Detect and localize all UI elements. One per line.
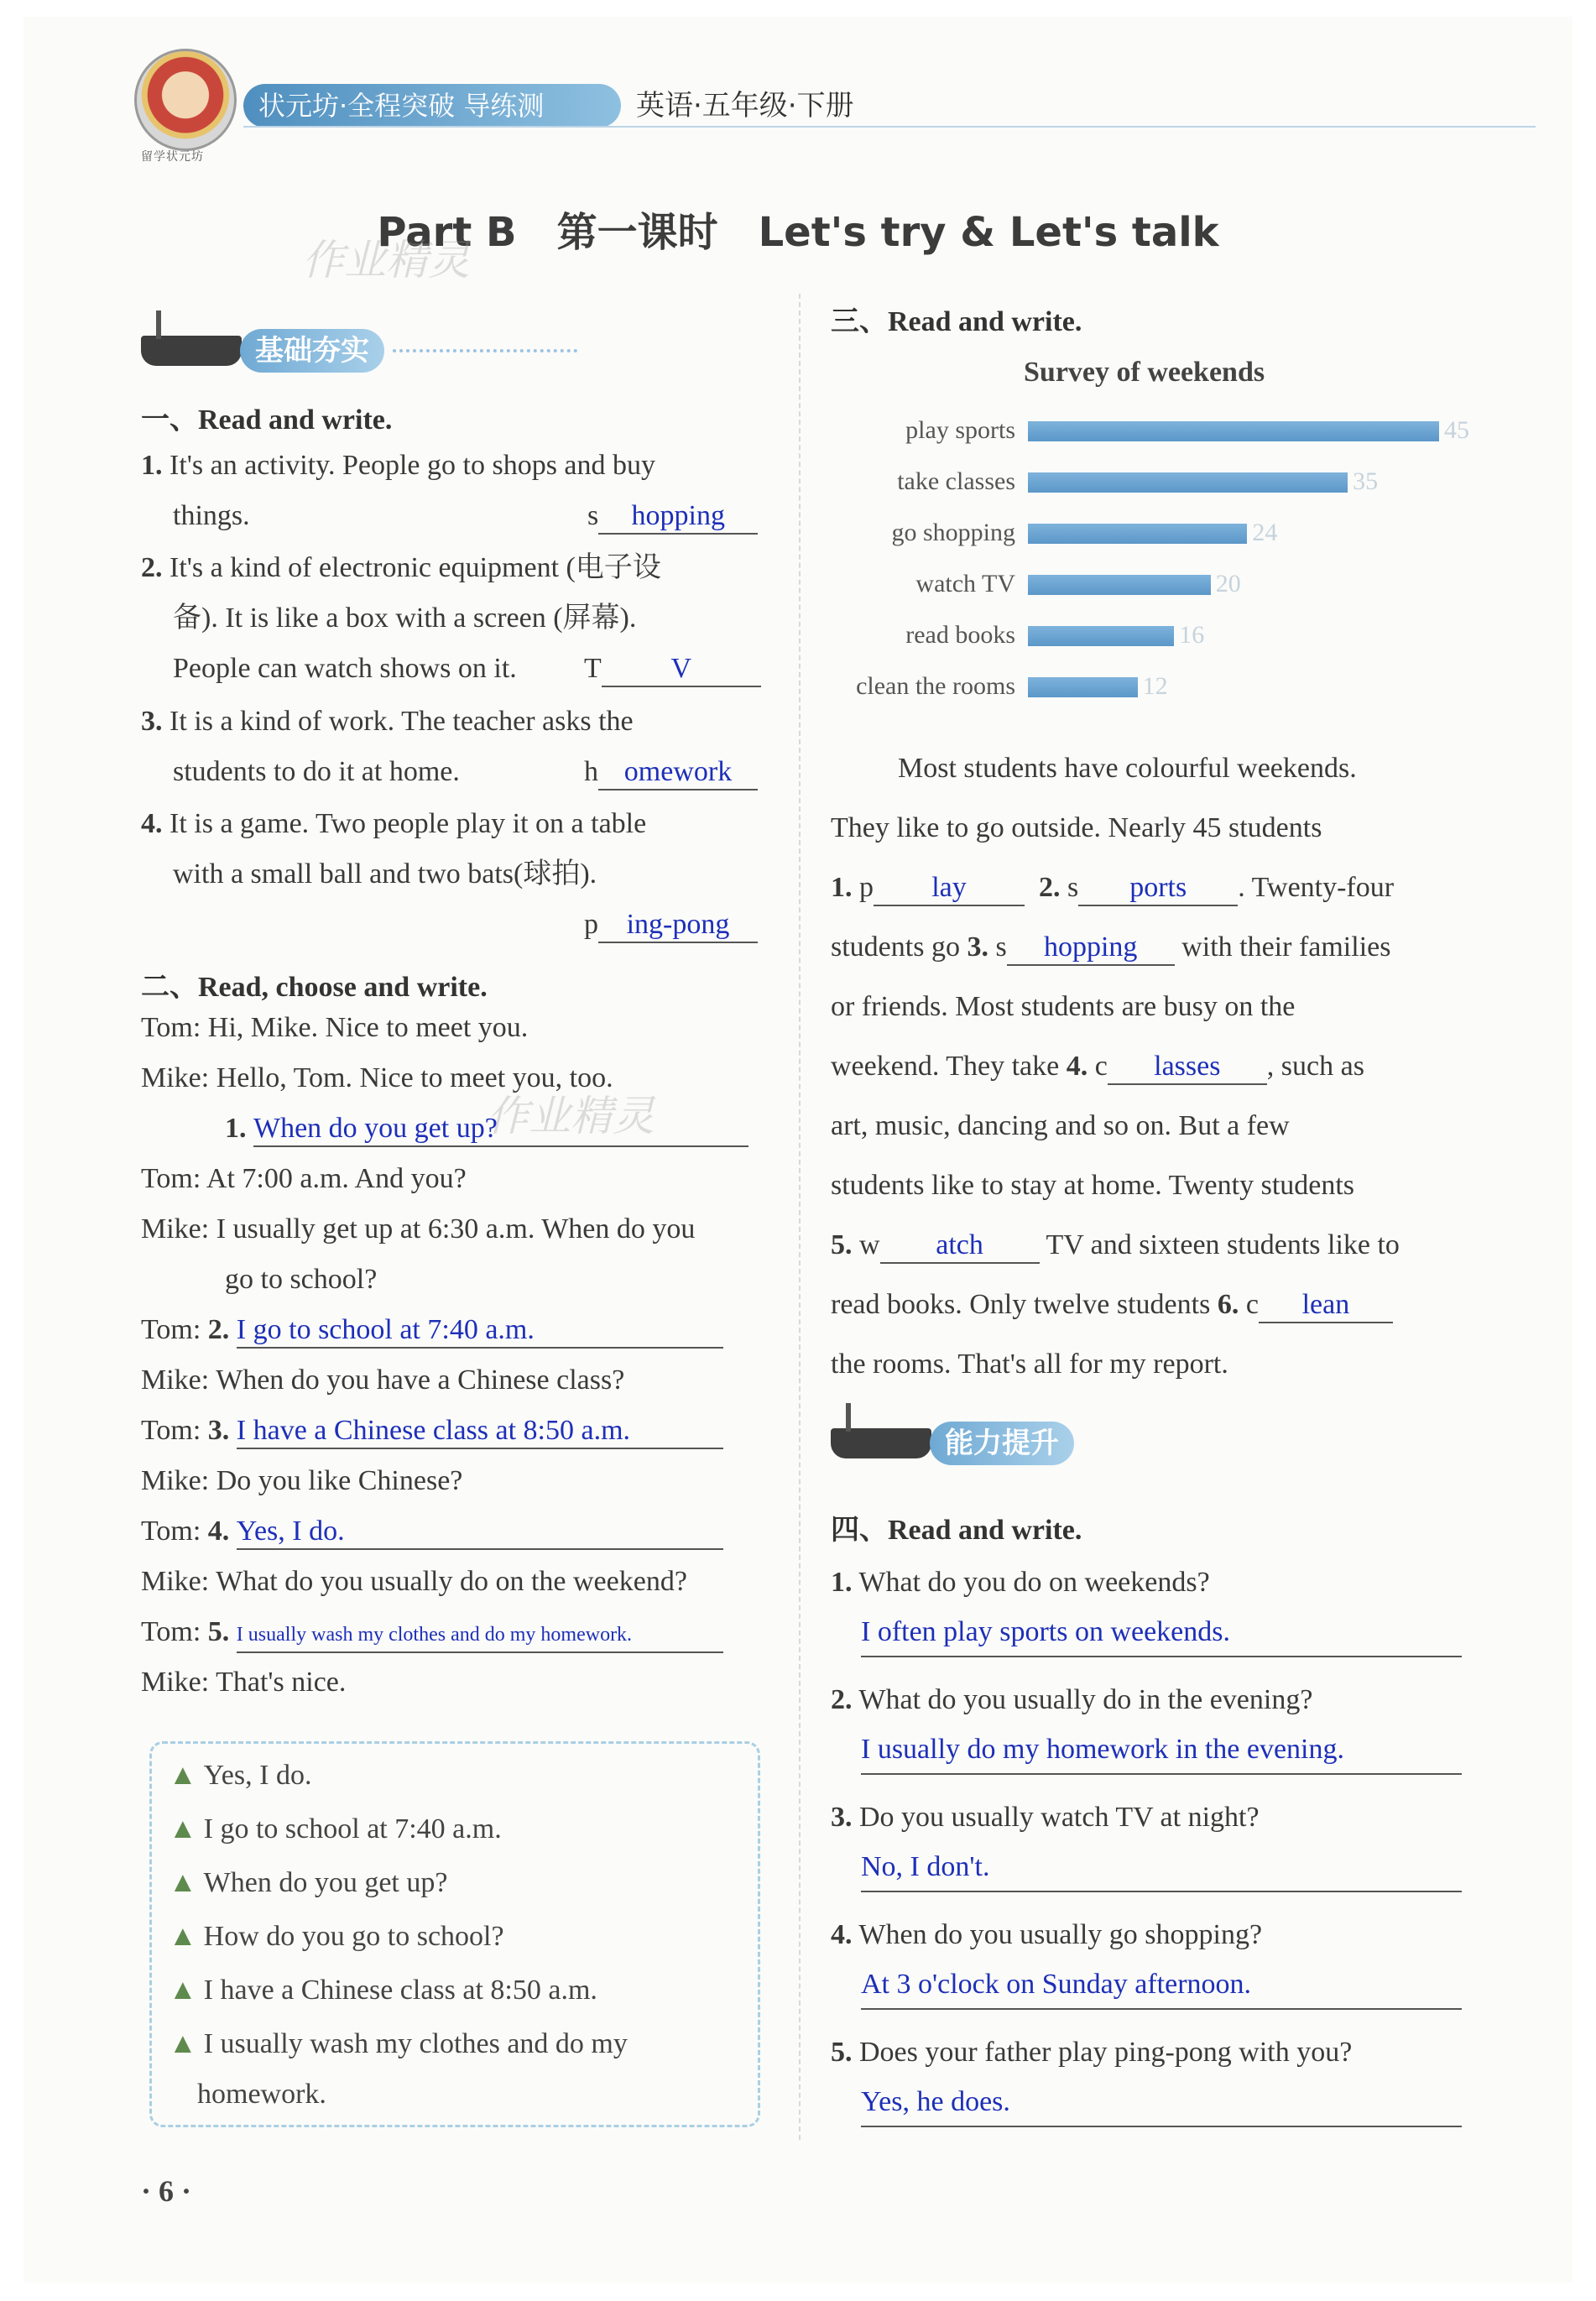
passage-line: 1. p lay 2. s ports . Twenty-four	[831, 858, 1462, 917]
answer-field[interactable]	[587, 491, 758, 541]
section-4-heading: 四、Read and write.	[831, 1515, 1082, 1546]
item-text: with a small ball and two bats(球拍).	[173, 858, 597, 890]
value-label: 12	[1142, 672, 1168, 700]
passage-line: weekend. They take 4. c lasses , such as	[831, 1036, 1462, 1096]
qa-answer[interactable]: Yes, he does.	[861, 2079, 1462, 2127]
section-1-heading: 一、Read and write.	[141, 404, 393, 436]
item-text: It's a kind of electronic equipment (电子设	[170, 552, 661, 583]
answer-text[interactable]: lay	[874, 871, 1025, 906]
tree-icon: ▲	[169, 1921, 197, 1952]
tree-icon: ▲	[169, 1813, 197, 1844]
banner-label: 能力提升	[930, 1422, 1074, 1465]
answer-text: omework	[598, 755, 758, 790]
bar-take-classes	[1028, 472, 1348, 493]
category-label: take classes	[897, 467, 1015, 495]
qa-answer[interactable]: No, I don't.	[861, 1844, 1462, 1892]
option-item: homework.	[197, 2079, 326, 2110]
answer-field[interactable]	[584, 644, 761, 694]
bar-go-shopping	[1028, 524, 1247, 544]
dialogue-line: Mike: When do you have a Chinese class?	[141, 1364, 625, 1396]
option-item: ▲ I usually wash my clothes and do my	[169, 2022, 628, 2066]
qa-list	[831, 1557, 1462, 2127]
qa-question: 2. What do you usually do in the evening?	[831, 1684, 1313, 1715]
passage-line: read books. Only twelve students 6. c lean	[831, 1275, 1462, 1334]
value-label: 35	[1353, 467, 1379, 495]
mast-icon	[846, 1403, 851, 1432]
bar-watch-TV	[1028, 575, 1211, 595]
section-2-heading: 二、Read, choose and write.	[141, 972, 488, 1003]
option-item: ▲ Yes, I do.	[169, 1754, 311, 1797]
bar-read-books	[1028, 626, 1174, 646]
s1-item-4	[141, 799, 779, 950]
qa-answer[interactable]: I usually do my homework in the evening.	[861, 1726, 1462, 1775]
passage-line: the rooms. That's all for my report.	[831, 1349, 1228, 1380]
category-label: watch TV	[915, 570, 1015, 597]
category-label: read books	[905, 621, 1015, 649]
bar-clean-the-rooms	[1028, 677, 1138, 697]
section-banner-advanced	[831, 1411, 1334, 1465]
qa-answer[interactable]: At 3 o'clock on Sunday afternoon.	[861, 1961, 1462, 2010]
passage-line: They like to go outside. Nearly 45 students	[831, 812, 1322, 843]
survey-bar-chart	[806, 411, 1494, 713]
watermark: 作业精灵	[302, 236, 470, 284]
dialogue-answer[interactable]: Tom: 3. I have a Chinese class at 8:50 a.m.	[141, 1406, 779, 1456]
banner-dots	[393, 349, 577, 352]
tree-icon: ▲	[169, 1867, 197, 1898]
dialogue	[141, 1003, 779, 1708]
item-text: It's an activity. People go to shops and buy	[170, 450, 656, 481]
logo-caption: 留学状元坊	[141, 151, 204, 164]
dialogue-answer[interactable]: Tom: 5. I usually wash my clothes and do my homework.	[141, 1607, 779, 1657]
mast-icon	[156, 310, 161, 339]
page-title: Part B 第一课时 Let's try & Let's talk	[377, 209, 1219, 256]
category-label: play sports	[905, 416, 1015, 444]
value-label: 24	[1252, 519, 1278, 546]
answer-text: ing-pong	[598, 908, 758, 943]
qa-question: 5. Does your father play ping-pong with you?	[831, 2037, 1353, 2068]
option-item: ▲ I go to school at 7:40 a.m.	[169, 1808, 502, 1851]
boat-icon	[831, 1428, 931, 1458]
book-title: 英语·五年级·下册	[636, 89, 854, 123]
dialogue-line: Tom: At 7:00 a.m. And you?	[141, 1163, 467, 1194]
dialogue-answer[interactable]: Tom: 4. Yes, I do.	[141, 1506, 779, 1557]
answer-prefix: T	[584, 653, 602, 684]
dialogue-line: Mike: Do you like Chinese?	[141, 1465, 463, 1496]
dialogue-line: Mike: That's nice.	[141, 1667, 347, 1698]
logo-icon	[134, 49, 237, 151]
s1-item-3	[141, 697, 779, 797]
option-item: ▲ When do you get up?	[169, 1861, 447, 1905]
section-banner-basic	[141, 319, 644, 373]
option-item: ▲ I have a Chinese class at 8:50 a.m.	[169, 1969, 597, 2012]
column-divider	[799, 294, 801, 2140]
dialogue-line: go to school?	[225, 1264, 378, 1295]
answer-field[interactable]	[584, 900, 758, 950]
tree-icon: ▲	[169, 2028, 197, 2059]
tree-icon: ▲	[169, 1975, 197, 2006]
header-divider	[243, 126, 1536, 128]
qa-question: 1. What do you do on weekends?	[831, 1567, 1210, 1598]
s1-item-2	[141, 543, 779, 694]
chart-title: Survey of weekends	[1024, 357, 1265, 388]
value-label: 45	[1444, 416, 1469, 444]
dialogue-line: Mike: What do you usually do on the weekend?	[141, 1566, 687, 1597]
passage-line: students go 3. s hopping with their families	[831, 917, 1462, 977]
value-label: 16	[1179, 621, 1205, 649]
qa-question: 4. When do you usually go shopping?	[831, 1919, 1263, 1950]
answer-text: hopping	[598, 499, 758, 535]
passage-line: 5. w atch TV and sixteen students like to	[831, 1215, 1462, 1275]
item-text: 备). It is like a box with a screen (屏幕).	[173, 603, 637, 634]
options-box	[149, 1741, 760, 2127]
item-number: 1.	[141, 450, 163, 481]
passage-line: Most students have colourful weekends.	[898, 753, 1357, 784]
category-label: go shopping	[891, 519, 1015, 546]
answer-text: V	[602, 652, 761, 687]
s1-item-1	[141, 441, 779, 541]
passage-line: or friends. Most students are busy on the	[831, 991, 1296, 1022]
answer-field[interactable]	[584, 747, 758, 797]
answer-text[interactable]: atch	[880, 1229, 1040, 1264]
series-title: 状元坊·全程突破 导练测	[243, 84, 621, 128]
answer-prefix: s	[587, 500, 599, 531]
answer-text[interactable]: hopping	[1007, 931, 1175, 966]
answer-text[interactable]: ports	[1078, 871, 1238, 906]
dialogue-answer[interactable]: Tom: 2. I go to school at 7:40 a.m.	[141, 1305, 779, 1355]
item-number: 3.	[141, 706, 163, 737]
item-text: students to do it at home.	[173, 756, 460, 787]
item-text: It is a game. Two people play it on a table	[170, 808, 647, 839]
tree-icon: ▲	[169, 1760, 197, 1791]
answer-text[interactable]: lean	[1259, 1288, 1393, 1323]
answer-text[interactable]: lasses	[1108, 1050, 1267, 1085]
survey-passage	[831, 738, 1462, 1394]
dialogue-line: Mike: Hello, Tom. Nice to meet you, too.	[141, 1062, 613, 1093]
boat-icon	[141, 336, 242, 366]
banner-label: 基础夯实	[240, 329, 384, 373]
dialogue-line: Tom: Hi, Mike. Nice to meet you.	[141, 1012, 529, 1043]
passage-line: art, music, dancing and so on. But a few	[831, 1110, 1290, 1141]
qa-question: 3. Do you usually watch TV at night?	[831, 1802, 1260, 1833]
watermark: 作业精灵	[487, 1092, 655, 1140]
category-label: clean the rooms	[856, 672, 1015, 700]
item-number: 4.	[141, 808, 163, 839]
page-number: · 6 ·	[141, 2174, 192, 2208]
dialogue-line: Mike: I usually get up at 6:30 a.m. When do you	[141, 1213, 696, 1244]
item-number: 2.	[141, 552, 163, 583]
answer-prefix: p	[584, 909, 598, 940]
answer-prefix: h	[584, 756, 598, 787]
section-3-heading: 三、Read and write.	[831, 306, 1082, 337]
qa-answer[interactable]: I often play sports on weekends.	[861, 1609, 1462, 1657]
item-text: things.	[173, 500, 250, 531]
item-text: People can watch shows on it.	[173, 653, 517, 684]
value-label: 20	[1215, 570, 1241, 597]
item-text: It is a kind of work. The teacher asks the	[170, 706, 634, 737]
bar-play-sports	[1028, 421, 1439, 441]
passage-line: students like to stay at home. Twenty students	[831, 1170, 1355, 1201]
dialogue-answer[interactable]: 1. When do you get up?	[141, 1104, 779, 1154]
option-item: ▲ How do you go to school?	[169, 1915, 504, 1959]
